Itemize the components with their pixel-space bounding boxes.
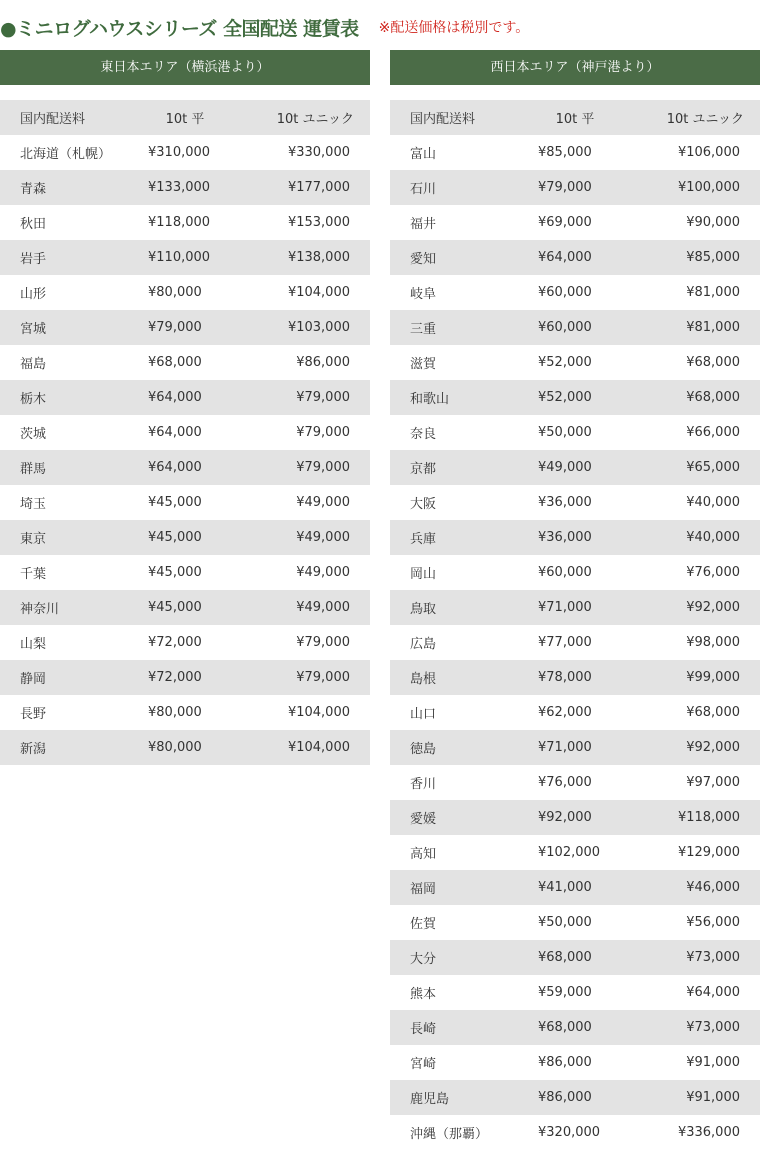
price-10t-unic-cell: ¥49,000 xyxy=(296,565,350,580)
price-10t-unic-cell: ¥79,000 xyxy=(296,390,350,405)
column-header-10t-flat: 10t 平 xyxy=(555,112,595,127)
price-10t-unic-cell: ¥66,000 xyxy=(686,425,740,440)
table-row xyxy=(0,240,370,275)
price-10t-flat-cell: ¥72,000 xyxy=(148,635,202,650)
price-10t-flat-cell: ¥86,000 xyxy=(538,1055,592,1070)
destination-cell: 長崎 xyxy=(410,1022,437,1037)
table-row xyxy=(0,415,370,450)
price-10t-unic-cell: ¥73,000 xyxy=(686,1020,740,1035)
price-10t-unic-cell: ¥81,000 xyxy=(686,320,740,335)
price-10t-unic-cell: ¥92,000 xyxy=(686,600,740,615)
destination-cell: 京都 xyxy=(410,462,437,477)
table-header-row xyxy=(390,100,760,135)
price-10t-flat-cell: ¥78,000 xyxy=(538,670,592,685)
price-10t-flat-cell: ¥50,000 xyxy=(538,915,592,930)
table-row xyxy=(390,660,760,695)
destination-cell: 沖縄（那覇） xyxy=(410,1127,489,1142)
destination-cell: 徳島 xyxy=(410,742,437,757)
table-row xyxy=(0,275,370,310)
price-10t-unic-cell: ¥56,000 xyxy=(686,915,740,930)
destination-cell: 大分 xyxy=(410,952,437,967)
price-10t-flat-cell: ¥79,000 xyxy=(148,320,202,335)
destination-cell: 愛知 xyxy=(410,252,437,267)
table-row xyxy=(390,240,760,275)
price-10t-flat-cell: ¥118,000 xyxy=(148,215,211,230)
price-10t-flat-cell: ¥50,000 xyxy=(538,425,592,440)
table-row xyxy=(0,590,370,625)
table-row xyxy=(390,590,760,625)
price-10t-unic-cell: ¥79,000 xyxy=(296,425,350,440)
table-row xyxy=(390,940,760,975)
destination-cell: 長野 xyxy=(20,707,47,722)
price-10t-flat-cell: ¥310,000 xyxy=(148,145,211,160)
price-10t-unic-cell: ¥99,000 xyxy=(686,670,740,685)
price-10t-flat-cell: ¥71,000 xyxy=(538,600,592,615)
destination-cell: 岩手 xyxy=(20,252,47,267)
destination-cell: 島根 xyxy=(410,672,437,687)
price-10t-unic-cell: ¥118,000 xyxy=(677,810,740,825)
table-row xyxy=(390,905,760,940)
price-10t-unic-cell: ¥40,000 xyxy=(686,495,740,510)
west-region xyxy=(390,50,760,1150)
price-10t-unic-cell: ¥49,000 xyxy=(296,530,350,545)
destination-cell: 岐阜 xyxy=(410,287,437,302)
price-10t-unic-cell: ¥68,000 xyxy=(686,390,740,405)
price-10t-unic-cell: ¥104,000 xyxy=(287,705,350,720)
destination-cell: 茨城 xyxy=(20,427,47,442)
table-row xyxy=(390,450,760,485)
destination-cell: 富山 xyxy=(410,147,437,162)
price-10t-flat-cell: ¥64,000 xyxy=(148,390,202,405)
price-10t-unic-cell: ¥68,000 xyxy=(686,355,740,370)
price-10t-flat-cell: ¥76,000 xyxy=(538,775,592,790)
price-10t-unic-cell: ¥138,000 xyxy=(287,250,350,265)
price-10t-flat-cell: ¥68,000 xyxy=(538,1020,592,1035)
table-row xyxy=(390,835,760,870)
price-10t-unic-cell: ¥91,000 xyxy=(686,1055,740,1070)
destination-cell: 福島 xyxy=(20,357,47,372)
destination-cell: 愛媛 xyxy=(410,812,437,827)
destination-cell: 熊本 xyxy=(410,987,437,1002)
price-10t-unic-cell: ¥90,000 xyxy=(686,215,740,230)
price-10t-flat-cell: ¥72,000 xyxy=(148,670,202,685)
table-row xyxy=(390,870,760,905)
price-10t-unic-cell: ¥73,000 xyxy=(686,950,740,965)
price-10t-flat-cell: ¥64,000 xyxy=(538,250,592,265)
price-10t-unic-cell: ¥46,000 xyxy=(686,880,740,895)
table-row xyxy=(390,170,760,205)
destination-cell: 栃木 xyxy=(20,392,47,407)
table-row xyxy=(0,380,370,415)
price-10t-flat-cell: ¥36,000 xyxy=(538,495,592,510)
destination-cell: 静岡 xyxy=(20,672,47,687)
price-10t-unic-cell: ¥76,000 xyxy=(686,565,740,580)
price-10t-flat-cell: ¥77,000 xyxy=(538,635,592,650)
price-10t-flat-cell: ¥60,000 xyxy=(538,285,592,300)
table-row xyxy=(0,345,370,380)
price-10t-unic-cell: ¥100,000 xyxy=(677,180,740,195)
table-row xyxy=(390,1010,760,1045)
table-row xyxy=(390,1080,760,1115)
destination-cell: 兵庫 xyxy=(410,532,437,547)
destination-cell: 北海道（札幌） xyxy=(20,147,112,162)
price-10t-flat-cell: ¥71,000 xyxy=(538,740,592,755)
destination-cell: 高知 xyxy=(410,847,437,862)
table-row xyxy=(390,975,760,1010)
price-10t-flat-cell: ¥41,000 xyxy=(538,880,592,895)
destination-cell: 岡山 xyxy=(410,567,437,582)
table-row xyxy=(390,695,760,730)
table-row xyxy=(0,520,370,555)
destination-cell: 和歌山 xyxy=(410,392,450,407)
price-10t-flat-cell: ¥110,000 xyxy=(148,250,211,265)
destination-cell: 埼玉 xyxy=(20,497,47,512)
destination-cell: 福井 xyxy=(410,217,437,232)
price-10t-unic-cell: ¥79,000 xyxy=(296,670,350,685)
page-title: ●ミニログハウスシリーズ 全国配送 運賃表 xyxy=(0,17,359,40)
price-10t-flat-cell: ¥80,000 xyxy=(148,285,202,300)
price-10t-flat-cell: ¥80,000 xyxy=(148,705,202,720)
table-row xyxy=(390,380,760,415)
table-row xyxy=(0,485,370,520)
price-10t-unic-cell: ¥49,000 xyxy=(296,600,350,615)
price-10t-unic-cell: ¥49,000 xyxy=(296,495,350,510)
destination-cell: 千葉 xyxy=(20,567,47,582)
price-10t-unic-cell: ¥98,000 xyxy=(686,635,740,650)
price-10t-flat-cell: ¥52,000 xyxy=(538,390,592,405)
west-region-header: 西日本エリア（神戸港より） xyxy=(390,50,760,85)
table-row xyxy=(390,485,760,520)
price-10t-flat-cell: ¥52,000 xyxy=(538,355,592,370)
destination-cell: 鳥取 xyxy=(410,602,437,617)
price-10t-flat-cell: ¥45,000 xyxy=(148,565,202,580)
price-10t-flat-cell: ¥80,000 xyxy=(148,740,202,755)
table-row xyxy=(390,520,760,555)
price-10t-flat-cell: ¥64,000 xyxy=(148,425,202,440)
price-10t-flat-cell: ¥68,000 xyxy=(538,950,592,965)
table-row xyxy=(0,555,370,590)
price-10t-flat-cell: ¥92,000 xyxy=(538,810,592,825)
destination-cell: 奈良 xyxy=(410,427,437,442)
price-10t-unic-cell: ¥79,000 xyxy=(296,460,350,475)
price-10t-flat-cell: ¥320,000 xyxy=(538,1125,601,1140)
price-10t-unic-cell: ¥97,000 xyxy=(686,775,740,790)
price-10t-unic-cell: ¥86,000 xyxy=(296,355,350,370)
price-10t-flat-cell: ¥68,000 xyxy=(148,355,202,370)
table-row xyxy=(0,730,370,765)
table-row xyxy=(390,415,760,450)
price-10t-flat-cell: ¥133,000 xyxy=(148,180,211,195)
destination-cell: 宮城 xyxy=(20,322,47,337)
table-row xyxy=(390,310,760,345)
table-row xyxy=(390,555,760,590)
price-10t-flat-cell: ¥62,000 xyxy=(538,705,592,720)
column-header-destination: 国内配送料 xyxy=(20,112,86,127)
east-region xyxy=(0,50,370,765)
price-10t-unic-cell: ¥92,000 xyxy=(686,740,740,755)
price-10t-flat-cell: ¥85,000 xyxy=(538,145,592,160)
price-10t-unic-cell: ¥104,000 xyxy=(287,285,350,300)
table-row xyxy=(0,625,370,660)
price-10t-flat-cell: ¥45,000 xyxy=(148,495,202,510)
table-row xyxy=(390,730,760,765)
table-row xyxy=(390,1045,760,1080)
destination-cell: 鹿児島 xyxy=(410,1092,450,1107)
destination-cell: 大阪 xyxy=(410,497,437,512)
table-row xyxy=(390,345,760,380)
price-10t-flat-cell: ¥45,000 xyxy=(148,600,202,615)
destination-cell: 佐賀 xyxy=(410,917,437,932)
table-row xyxy=(390,800,760,835)
destination-cell: 神奈川 xyxy=(20,602,60,617)
price-10t-flat-cell: ¥49,000 xyxy=(538,460,592,475)
table-row xyxy=(0,310,370,345)
destination-cell: 秋田 xyxy=(20,217,47,232)
destination-cell: 群馬 xyxy=(20,462,47,477)
price-10t-unic-cell: ¥129,000 xyxy=(677,845,740,860)
price-10t-flat-cell: ¥36,000 xyxy=(538,530,592,545)
table-row xyxy=(390,205,760,240)
destination-cell: 石川 xyxy=(410,182,437,197)
destination-cell: 新潟 xyxy=(20,742,47,757)
west-rate-table xyxy=(390,100,760,1150)
price-10t-unic-cell: ¥104,000 xyxy=(287,740,350,755)
price-10t-unic-cell: ¥79,000 xyxy=(296,635,350,650)
destination-cell: 宮崎 xyxy=(410,1057,437,1072)
page-title-row xyxy=(0,10,760,44)
price-10t-flat-cell: ¥60,000 xyxy=(538,565,592,580)
price-10t-flat-cell: ¥69,000 xyxy=(538,215,592,230)
price-10t-unic-cell: ¥336,000 xyxy=(677,1125,740,1140)
table-row xyxy=(0,695,370,730)
price-10t-unic-cell: ¥81,000 xyxy=(686,285,740,300)
destination-cell: 滋賀 xyxy=(410,357,437,372)
price-10t-unic-cell: ¥177,000 xyxy=(287,180,350,195)
table-row xyxy=(390,275,760,310)
price-10t-flat-cell: ¥86,000 xyxy=(538,1090,592,1105)
destination-cell: 福岡 xyxy=(410,882,437,897)
price-10t-flat-cell: ¥45,000 xyxy=(148,530,202,545)
price-10t-unic-cell: ¥65,000 xyxy=(686,460,740,475)
destination-cell: 青森 xyxy=(20,182,47,197)
price-10t-flat-cell: ¥64,000 xyxy=(148,460,202,475)
table-row xyxy=(0,135,370,170)
table-row xyxy=(390,1115,760,1150)
price-10t-unic-cell: ¥106,000 xyxy=(677,145,740,160)
price-10t-unic-cell: ¥330,000 xyxy=(287,145,350,160)
table-row xyxy=(0,660,370,695)
price-10t-unic-cell: ¥64,000 xyxy=(686,985,740,1000)
table-row xyxy=(0,170,370,205)
price-10t-unic-cell: ¥40,000 xyxy=(686,530,740,545)
column-header-10t-unic: 10t ユニック xyxy=(276,112,354,127)
table-row xyxy=(0,450,370,485)
price-10t-unic-cell: ¥153,000 xyxy=(287,215,350,230)
destination-cell: 広島 xyxy=(410,637,437,652)
table-header-row xyxy=(0,100,370,135)
price-10t-unic-cell: ¥85,000 xyxy=(686,250,740,265)
price-10t-unic-cell: ¥68,000 xyxy=(686,705,740,720)
table-row xyxy=(0,205,370,240)
price-10t-unic-cell: ¥91,000 xyxy=(686,1090,740,1105)
column-header-10t-unic: 10t ユニック xyxy=(666,112,744,127)
destination-cell: 山梨 xyxy=(20,637,47,652)
destination-cell: 香川 xyxy=(410,777,437,792)
price-10t-flat-cell: ¥60,000 xyxy=(538,320,592,335)
destination-cell: 東京 xyxy=(20,532,47,547)
east-region-header: 東日本エリア（横浜港より） xyxy=(0,50,370,85)
column-header-10t-flat: 10t 平 xyxy=(165,112,205,127)
tax-note: ※配送価格は税別です。 xyxy=(378,20,530,36)
price-10t-flat-cell: ¥79,000 xyxy=(538,180,592,195)
table-row xyxy=(390,625,760,660)
price-10t-flat-cell: ¥59,000 xyxy=(538,985,592,1000)
destination-cell: 山形 xyxy=(20,287,47,302)
price-10t-unic-cell: ¥103,000 xyxy=(287,320,350,335)
destination-cell: 三重 xyxy=(410,322,437,337)
east-rate-table xyxy=(0,100,370,765)
price-10t-flat-cell: ¥102,000 xyxy=(538,845,601,860)
table-row xyxy=(390,765,760,800)
table-row xyxy=(390,135,760,170)
destination-cell: 山口 xyxy=(410,707,437,722)
column-header-destination: 国内配送料 xyxy=(410,112,476,127)
